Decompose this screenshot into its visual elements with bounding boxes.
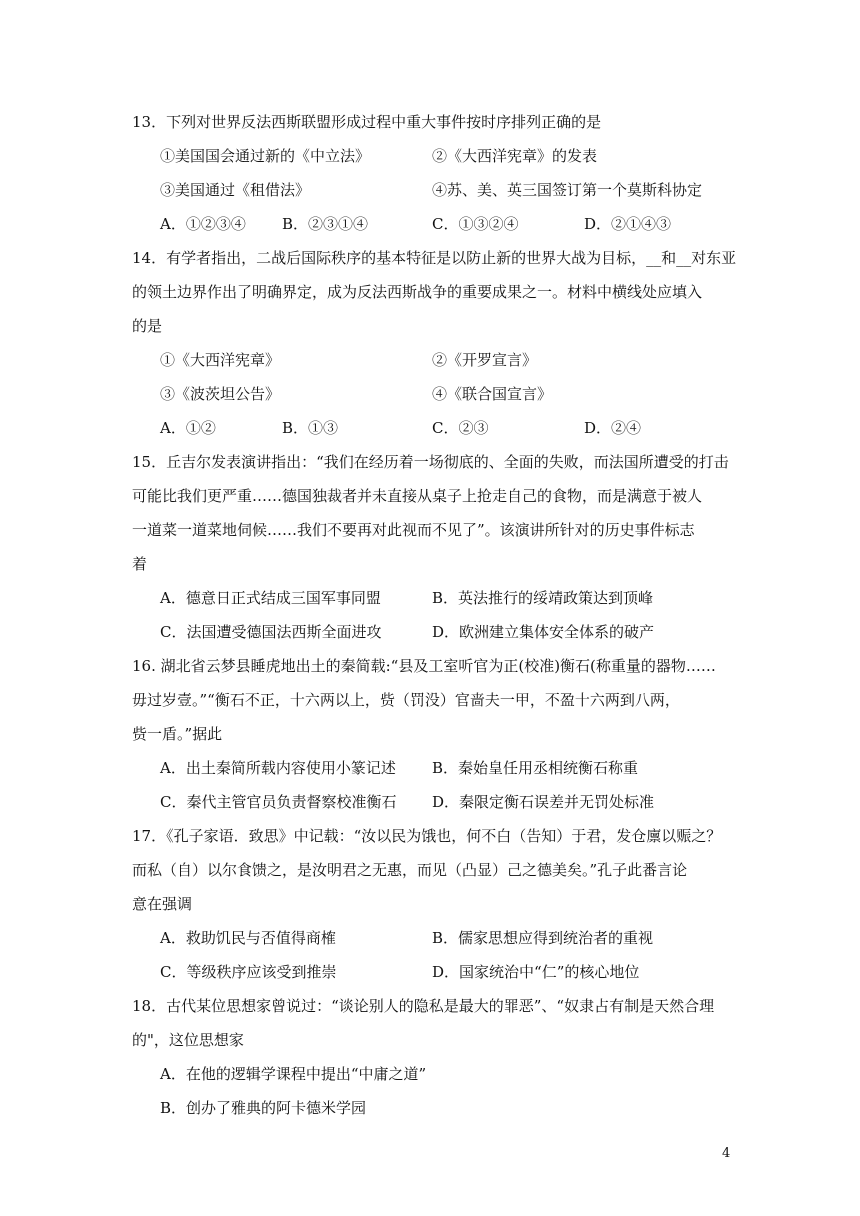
q13-option-b: B．②③①④ — [282, 215, 369, 233]
q13-item-3: ③美国通过《租借法》 — [160, 181, 311, 199]
q16-option-b: B．秦始皇任用丞相统衡石称重 — [432, 759, 639, 777]
q16-option-a: A．出土秦简所载内容使用小篆记述 — [160, 759, 396, 777]
q15-option-b: B．英法推行的绥靖政策达到顶峰 — [432, 589, 654, 607]
q16-option-d: D．秦限定衡石误差并无罚处标准 — [432, 793, 655, 811]
q13-stem: 13．下列对世界反法西斯联盟形成过程中重大事件按时序排列正确的是 — [132, 113, 602, 131]
q14-item-2: ②《开罗宣言》 — [432, 351, 538, 369]
q16-stem-line-1: 16. 湖北省云梦县睡虎地出土的秦简载:“县及工室听官为正(校准)衡石(称重量的器物…… — [132, 657, 716, 675]
q15-stem-line-4: 着 — [132, 555, 148, 573]
q17-stem-line-3: 意在强调 — [132, 895, 193, 913]
q14-option-c: C．②③ — [432, 419, 489, 437]
q14-item-1: ①《大西洋宪章》 — [160, 351, 281, 369]
q17-stem-line-1: 17．《孔子家语．致思》中记载：“汝以民为饿也，何不白（告知）于君，发仓廪以赈之？ — [132, 827, 722, 845]
q17-stem-line-2: 而私（自）以尔食馈之，是汝明君之无惠，而见（凸显）己之德美矣。”孔子此番言论 — [132, 861, 688, 879]
q13-item-1: ①美国国会通过新的《中立法》 — [160, 147, 371, 165]
q16-stem-line-3: 赀一盾。”据此 — [132, 725, 223, 743]
q15-stem-line-3: 一道菜一道菜地伺候……我们不要再对此视而不见了”。该演讲所针对的历史事件标志 — [132, 521, 695, 539]
q13-option-d: D．②①④③ — [584, 215, 672, 233]
q18-option-b: B．创办了雅典的阿卡德米学园 — [160, 1099, 367, 1117]
q14-stem-line-2: 的领土边界作出了明确界定，成为反法西斯战争的重要成果之一。材料中横线处应填入 — [132, 283, 703, 301]
q15-option-c: C．法国遭受德国法西斯全面进攻 — [160, 623, 382, 641]
q18-stem-line-2: 的"，这位思想家 — [132, 1031, 244, 1049]
q17-option-d: D．国家统治中“仁”的核心地位 — [432, 963, 640, 981]
q16-stem-line-2: 毋过岁壹。”“衡石不正，十六两以上，赀（罚没）官啬夫一甲，不盈十六两到八两， — [132, 691, 680, 709]
q13-option-c: C．①③②④ — [432, 215, 519, 233]
q14-option-b: B．①③ — [282, 419, 339, 437]
q17-option-b: B．儒家思想应得到统治者的重视 — [432, 929, 654, 947]
q13-item-4: ④苏、美、英三国签订第一个莫斯科协定 — [432, 181, 703, 199]
q15-option-a: A．德意日正式结成三国军事同盟 — [160, 589, 381, 607]
q14-option-d: D．②④ — [584, 419, 642, 437]
page-number: 4 — [722, 1146, 731, 1161]
q14-stem-line-3: 的是 — [132, 317, 163, 335]
q14-option-a: A．①② — [160, 419, 216, 437]
q14-item-3: ③《波茨坦公告》 — [160, 385, 281, 403]
q13-item-2: ②《大西洋宪章》的发表 — [432, 147, 598, 165]
q16-option-c: C．秦代主管官员负责督察校准衡石 — [160, 793, 397, 811]
q17-option-c: C．等级秩序应该受到推崇 — [160, 963, 337, 981]
q15-option-d: D．欧洲建立集体安全体系的破产 — [432, 623, 655, 641]
q13-option-a: A．①②③④ — [160, 215, 246, 233]
q18-option-a: A．在他的逻辑学课程中提出“中庸之道” — [160, 1065, 427, 1083]
q18-stem-line-1: 18．古代某位思想家曾说过：“谈论别人的隐私是最大的罪恶”、“奴隶占有制是天然合理 — [132, 997, 715, 1015]
q15-stem-line-1: 15．丘吉尔发表演讲指出：“我们在经历着一场彻底的、全面的失败，而法国所遭受的打击 — [132, 453, 729, 471]
q14-stem-line-1: 14．有学者指出，二战后国际秩序的基本特征是以防止新的世界大战为目标，__和__对东亚 — [132, 249, 737, 267]
q14-item-4: ④《联合国宣言》 — [432, 385, 553, 403]
q15-stem-line-2: 可能比我们更严重……德国独裁者并未直接从桌子上抢走自己的食物，而是满意于被人 — [132, 487, 703, 505]
q17-option-a: A．救助饥民与否值得商榷 — [160, 929, 336, 947]
